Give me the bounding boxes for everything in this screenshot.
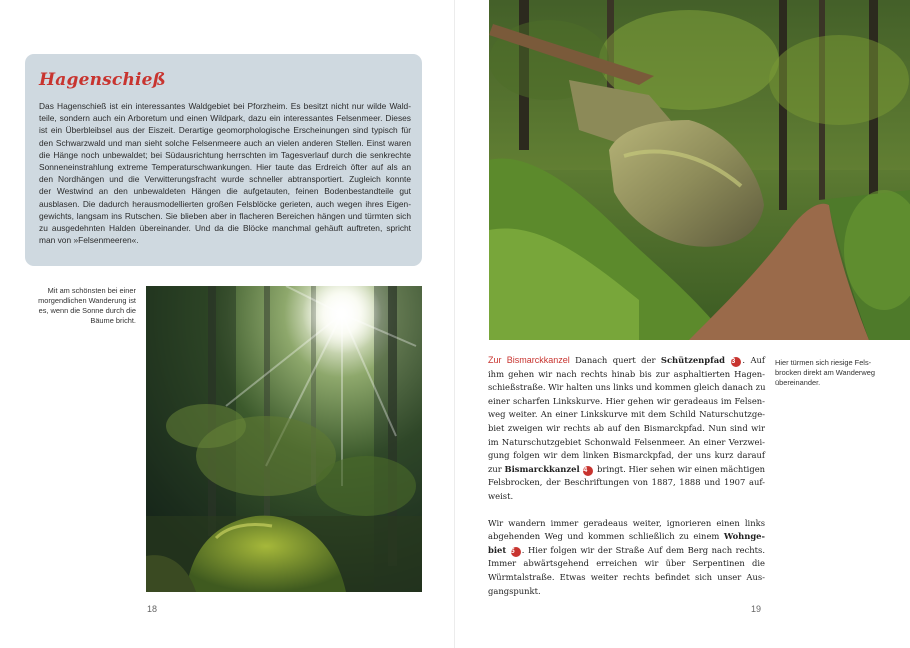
text-line: schießstraße. Wir halten uns links und kommen gleich danach zu [488, 382, 766, 393]
text-line: Wir wandern immer geradeaus weiter, ignorieren einen links [488, 517, 765, 528]
waypoint-marker-4: 4 [583, 466, 593, 476]
info-box-text [39, 100, 411, 246]
caption-line: Mit am schönsten bei einer [47, 286, 136, 295]
page-number-right: 19 [751, 604, 762, 614]
info-line: Das Hagenschieß ist ein interessantes Waldgebiet bei Pforzheim. Es besitzt nicht nur wilde Wald- [39, 101, 411, 111]
caption-line: brocken direkt am Wanderweg [775, 368, 875, 377]
page-number-left: 18 [147, 604, 158, 614]
text-run: bringt. Hier sehen wir einen mächtigen [594, 463, 766, 474]
text-run: abgehenden Weg und kommen schließlich zu einem [488, 531, 724, 542]
info-line: ist ein Überbleibsel aus der Eiszeit. Derartige geomorphologische Erscheinungen sind typisch für [39, 125, 411, 136]
info-line: den Schwarzwald und man sieht solche Felsenmeere auch an vielen anderen Stellen. Einst waren [39, 137, 411, 148]
info-line: teile, sondern auch ein Arboretum und einen Wildpark, dazu ein interessantes Felsenmeer. Dieses [39, 113, 411, 124]
caption-line: es, wenn die Sonne durch die [38, 306, 136, 315]
route-description [488, 354, 765, 598]
text-line: weist. [488, 490, 514, 501]
trail-photo-caption [775, 358, 895, 388]
info-line: ausblasen. Die dadurch herausmodellierten großen Felsblöcke gerieten, auch wegen ihres Eigen- [39, 198, 411, 209]
text-line: Immer abwärtsgehend erreichen wir über Serpentinen die [488, 558, 765, 569]
forest-sunburst-photo [146, 286, 422, 592]
right-page [455, 0, 910, 648]
text-line: weg weiter. An einer Linkskurve mit dem Schild Naturschutzge- [488, 409, 765, 420]
text-run: Danach quert der [575, 355, 661, 365]
place-schuetzenpfad: Schützenpfad [660, 355, 725, 365]
text-line [488, 530, 765, 544]
info-line: gewichts, langsam ins Rutschen. Sie blieben aber in flacheren Bereichen hängen und türmten sich [39, 210, 411, 221]
info-box-title: Hagenschieß [39, 70, 166, 90]
text-line: Felsbrocken, der Beschriftungen von 1887, 1888 und 1907 auf- [488, 477, 765, 488]
paragraph-bismarckkanzel [488, 354, 765, 504]
text-line: ihm gehen wir nach rechts hinab bis zur asphaltierten Hagen- [488, 368, 765, 379]
place-wohngebiet: Wohnge- [723, 531, 765, 542]
waypoint-marker-5: 5 [511, 547, 521, 557]
caption-line: übereinander. [775, 378, 821, 387]
text-run: . Hier folgen wir der Straße Auf dem Berg nach rechts. [521, 544, 765, 555]
text-line [488, 544, 765, 558]
info-line: Sonneneinstrahlung extreme Temperaturschwankungen. Hier taute das Erdreich öfter auf als an [39, 162, 411, 173]
caption-line: morgendlichen Wanderung ist [38, 296, 136, 305]
place-bismarckkanzel: Bismarckkanzel [504, 463, 580, 474]
text-line: Würmtalstraße. Etwas weiter rechts befindet sich unser Aus- [488, 571, 765, 582]
text-line: gung folgen wir dem linken Bismarckpfad, der uns kurz darauf [488, 450, 765, 461]
text-run: zur [488, 463, 505, 474]
rocky-trail-photo [489, 0, 910, 340]
info-line: der Westwind an den unbewaldeten Hängen die aufgetauten, feinen Bodenbestandteile gut [39, 186, 411, 197]
paragraph-return-route [488, 517, 765, 599]
text-line [488, 463, 765, 477]
info-box [25, 54, 422, 266]
text-line: im Naturschutzgebiet Schonwald Felsenmeer. An einer Verzwei- [488, 436, 765, 447]
forest-photo-caption [22, 286, 136, 326]
info-line: man von »Felsenmeeren«. [39, 235, 139, 246]
caption-line: Hier türmen sich riesige Fels- [775, 358, 872, 367]
section-heading: Zur Bismarckkanzel [488, 355, 570, 365]
info-line: zu ausgedehnten Halden übereinander. Und da die Blöcke manchmal gehäuft auftreten, spricht [39, 223, 411, 234]
info-line: die Hänge noch unbewaldet; bei Südausrichtung herrschten im Tagesverlauf durch die senkrechte [39, 149, 411, 160]
text-line [488, 354, 765, 368]
waypoint-marker-3: 3 [731, 357, 741, 367]
text-line: gangspunkt. [488, 585, 541, 596]
place-wohngebiet-end: biet [488, 544, 507, 555]
text-line: einer scharfen Linkskurve. Hier gehen wir geradeaus im Felsen- [488, 395, 765, 406]
info-line: den Nordhängen und die Verwitterungsfracht wurde schneller abtransportiert. Zugleich konnte [39, 174, 411, 185]
text-line: biet zweigen wir rechts ab auf den Bismarckpfad. Nun sind wir [488, 422, 765, 433]
caption-line: Bäume bricht. [90, 316, 136, 325]
text-run: . Auf [742, 355, 765, 365]
